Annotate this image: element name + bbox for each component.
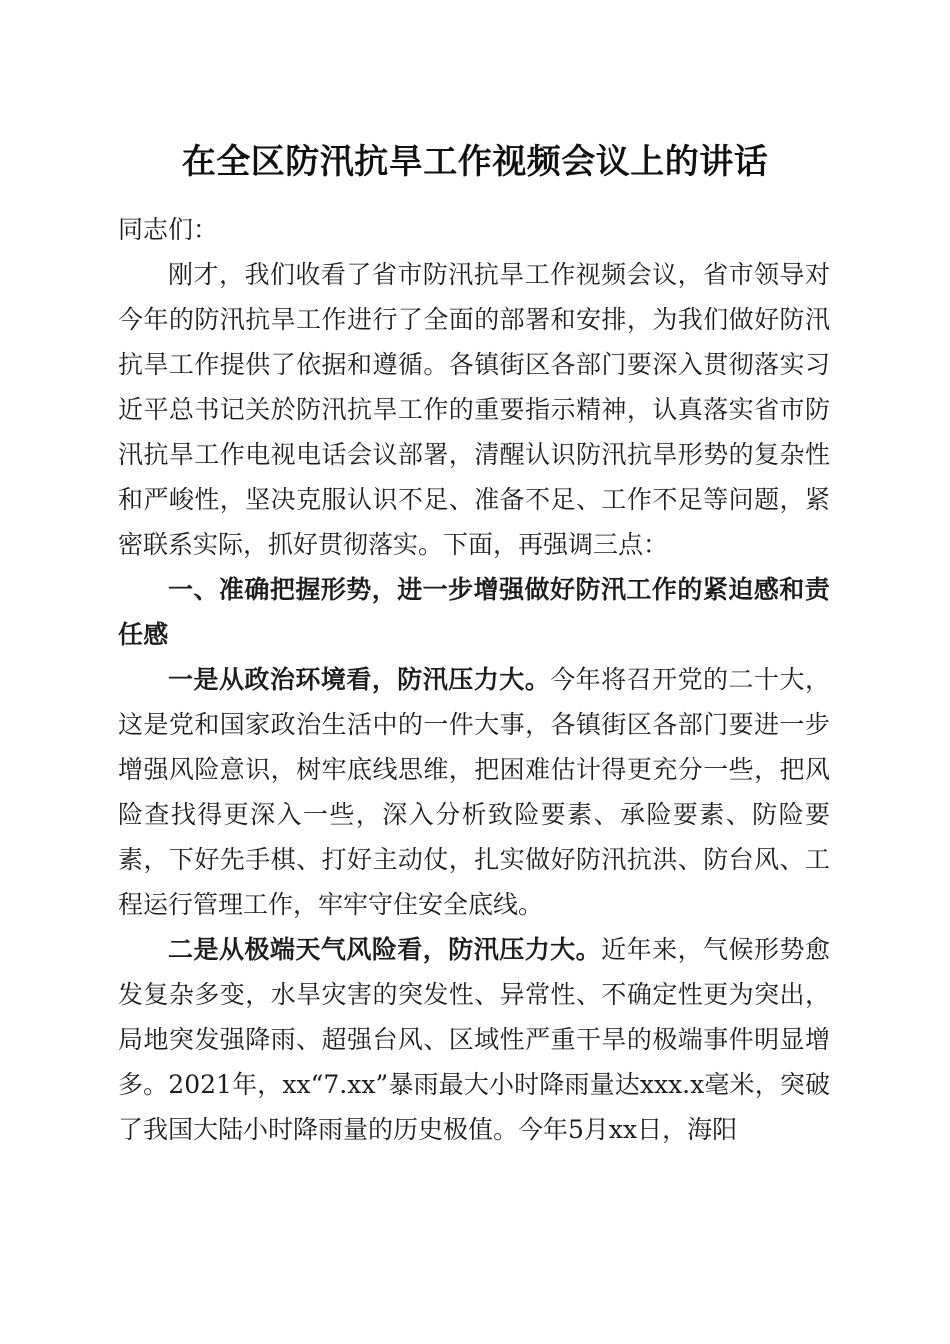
point-1-text: 今年将召开党的二十大，这是党和国家政治生活中的一件大事，各镇街区各部门要进一步增强风险意识，树牢底线思维，把困难估计得更充分一些，把风险查找得更深入一些，深入分析致险要素、承险要素、防险要素，下好先手棋、打好主动仗，扎实做好防汛抗洪、防台风、工程运行管理工作，牢牢守住安全底线。 bbox=[118, 665, 830, 919]
point-2-paragraph bbox=[118, 927, 830, 1152]
point-1-lead: 一是从政治环境看，防汛压力大。 bbox=[168, 665, 551, 694]
point-2-text: 近年来，气候形势愈发复杂多变，水旱灾害的突发性、异常性、不确定性更为突出，局地突发强降雨、超强台风、区域性严重干旱的极端事件明显增多。2021年，xx“7.xx”暴雨最大小时降雨量达xxx.x毫米，突破了我国大陆小时降雨量的历史极值。今年5月xx日，海阳 bbox=[118, 935, 830, 1144]
point-2-lead: 二是从极端天气风险看，防汛压力大。 bbox=[168, 935, 602, 964]
salutation: 同志们： bbox=[118, 215, 219, 244]
intro-paragraph: 刚才，我们收看了省市防汛抗旱工作视频会议，省市领导对今年的防汛抗旱工作进行了全面的部署和安排，为我们做好防汛抗旱工作提供了依据和遵循。各镇街区各部门要深入贯彻落实习近平总书记关於防汛抗旱工作的重要指示精神，认真落实省市防汛抗旱工作电视电话会议部署，清醒认识防汛抗旱形势的复杂性和严峻性，坚决克服认识不足、准备不足、工作不足等问题，紧密联系实际，抓好贯彻落实。下面，再强调三点： bbox=[118, 260, 830, 559]
document-body bbox=[118, 207, 830, 1152]
section-heading-1: 一、准确把握形势，进一步增强做好防汛工作的紧迫感和责任感 bbox=[118, 575, 830, 649]
point-1-paragraph bbox=[118, 657, 830, 927]
document-title: 在全区防汛抗旱工作视频会议上的讲话 bbox=[181, 142, 769, 182]
